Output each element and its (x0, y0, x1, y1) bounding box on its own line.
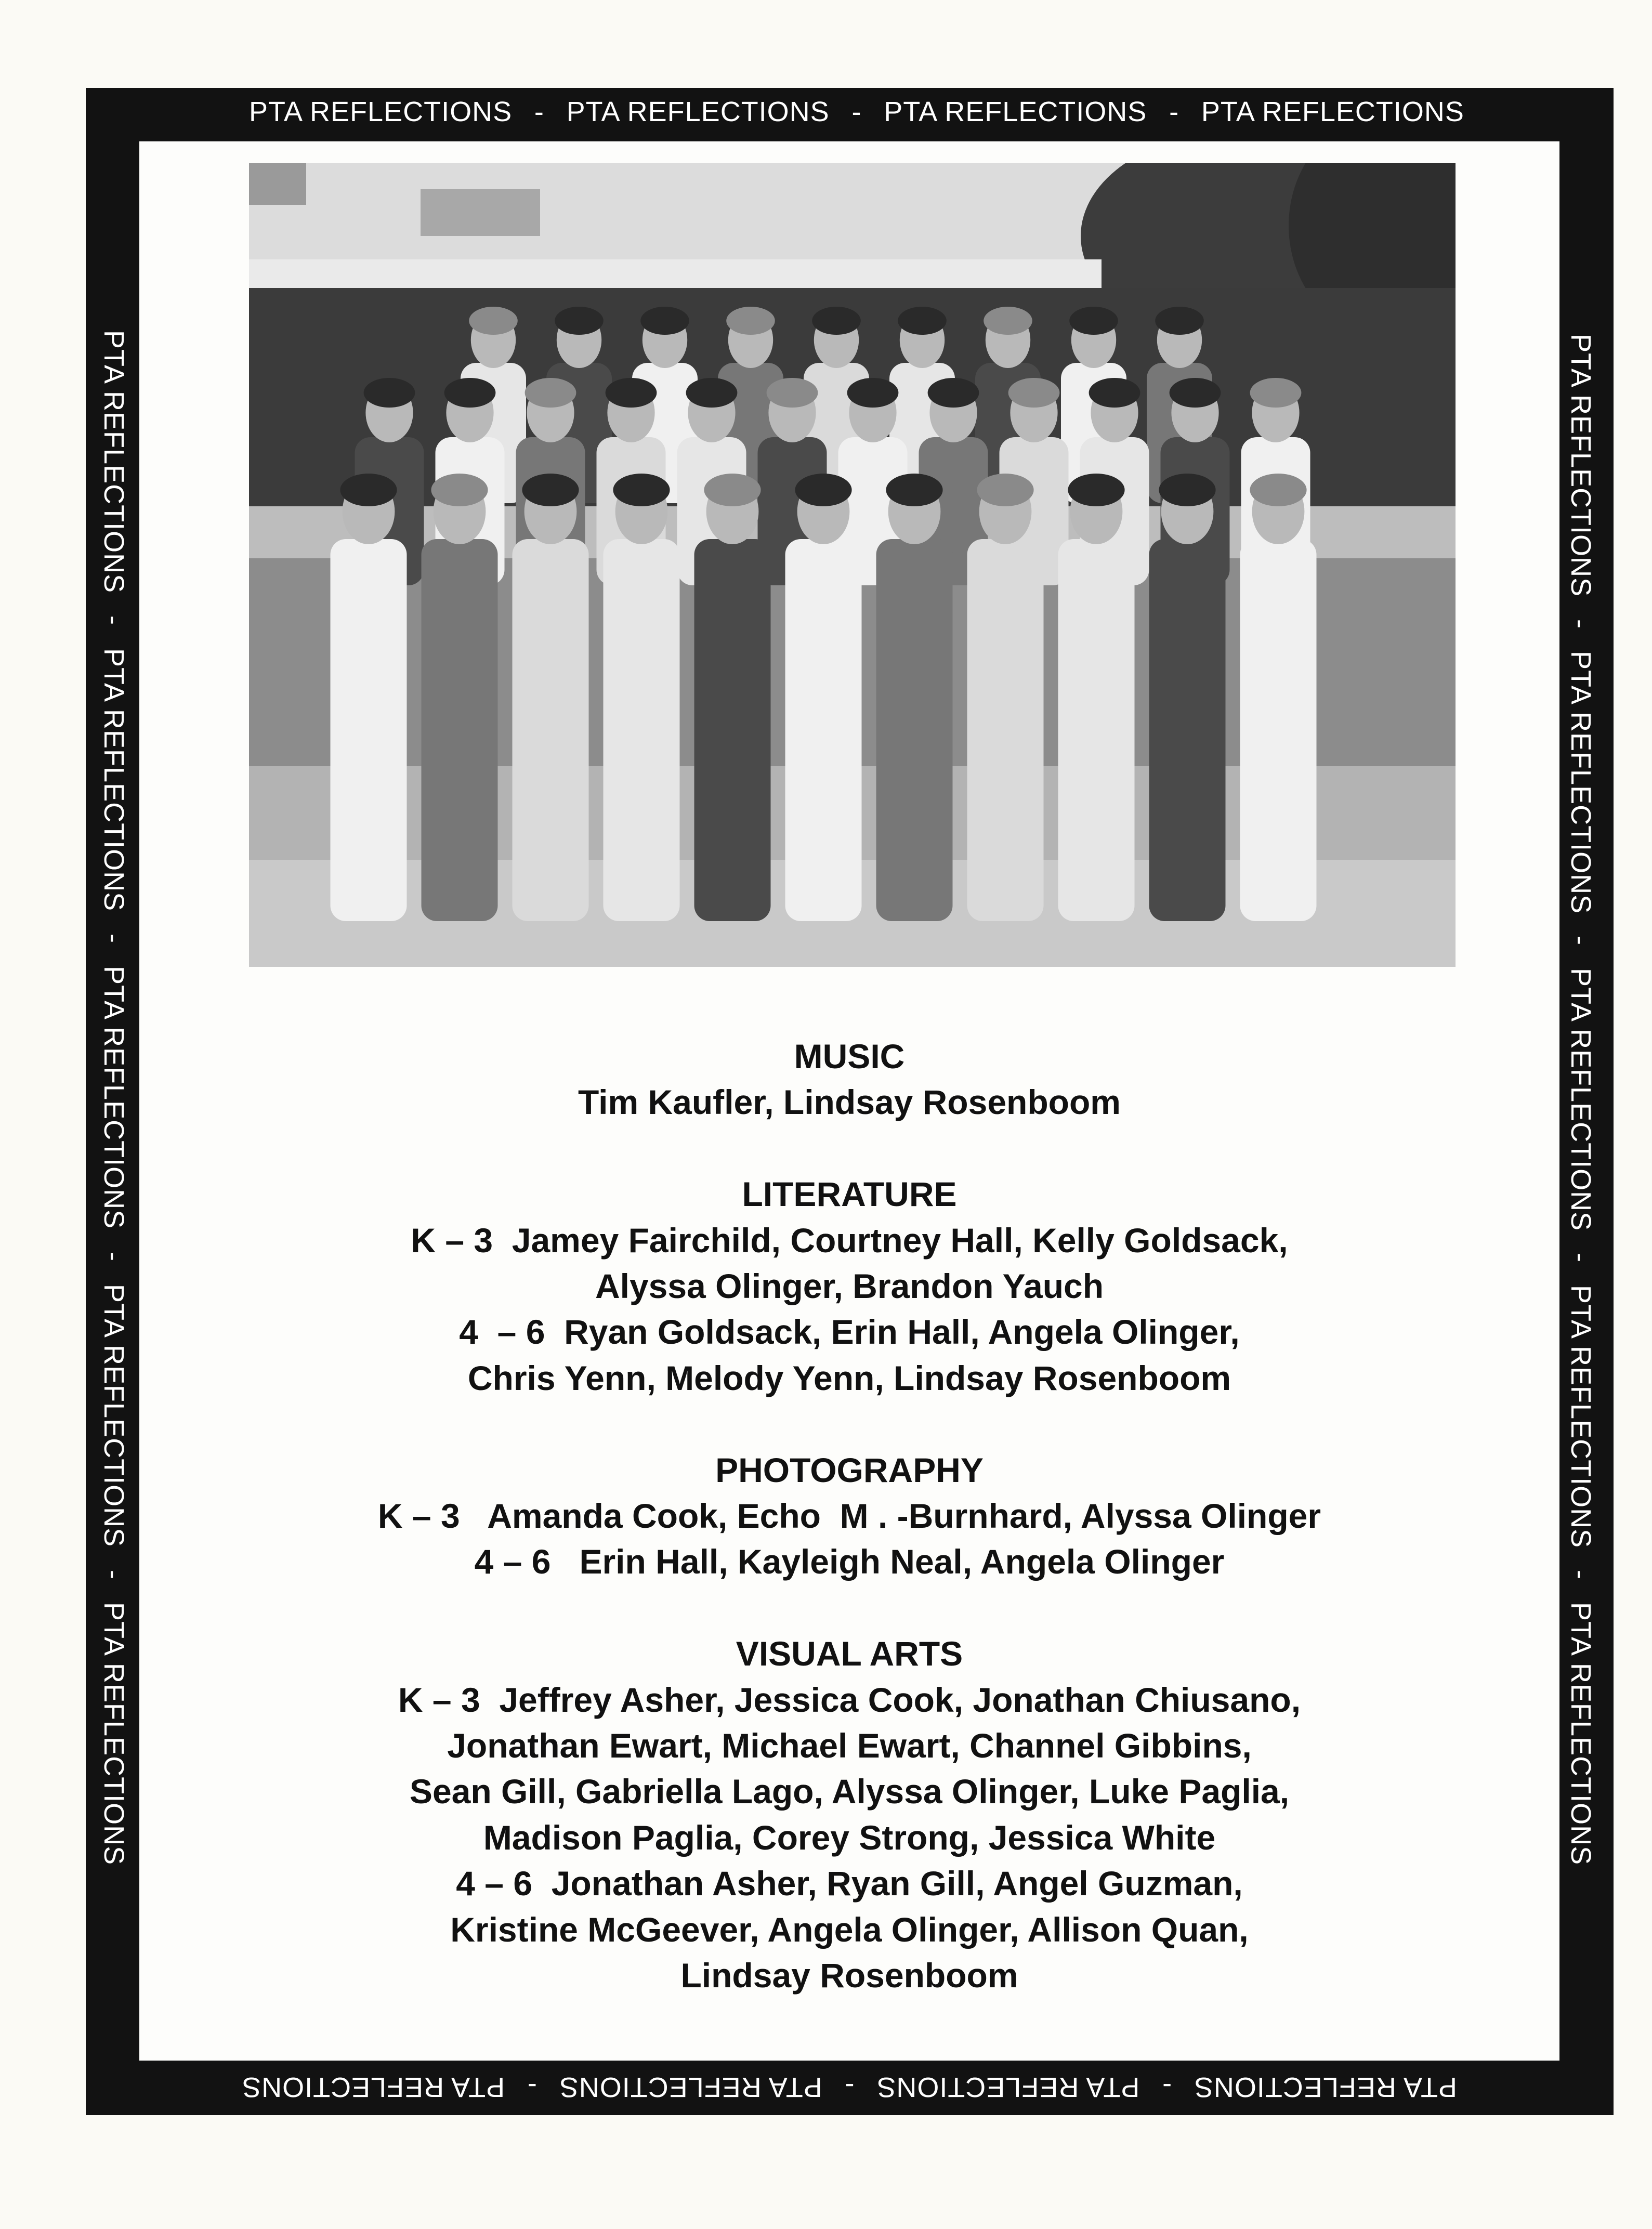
winners-list (139, 1033, 1559, 1998)
child-figure (1149, 539, 1226, 921)
banner-separator: - (1565, 1253, 1596, 1263)
winner-line: 4 – 6 Jonathan Asher, Ryan Gill, Angel Guzman, (456, 1864, 1243, 1903)
child-figure (513, 539, 589, 921)
winner-line: Lindsay Rosenboom (680, 1956, 1018, 1995)
right-banner (1563, 334, 1599, 1865)
banner-text: PTA REFLECTIONS (98, 1602, 129, 1865)
child-hair (1068, 474, 1124, 506)
child-figure (1240, 539, 1317, 921)
banner-text: PTA REFLECTIONS (566, 96, 830, 127)
banner-text: PTA REFLECTIONS (1565, 967, 1596, 1231)
banner-text: PTA REFLECTIONS (1565, 1602, 1596, 1865)
child-hair (1250, 474, 1306, 506)
banner-separator: - (1162, 2071, 1172, 2103)
child-hair (795, 474, 851, 506)
banner-separator: - (1565, 619, 1596, 629)
child-hair (928, 378, 979, 408)
winner-line: Kristine McGeever, Angela Olinger, Allison Quan, (450, 1910, 1249, 1949)
winner-line: 4 – 6 Ryan Goldsack, Erin Hall, Angela Olinger, (459, 1313, 1240, 1352)
banner-text: PTA REFLECTIONS (98, 1284, 129, 1548)
winner-line: Jonathan Ewart, Michael Ewart, Channel Gibbins, (447, 1726, 1252, 1765)
banner-separator: - (98, 1251, 129, 1262)
banner-text: PTA REFLECTIONS (242, 2071, 505, 2103)
banner-text: PTA REFLECTIONS (1201, 96, 1464, 127)
banner-text: PTA REFLECTIONS (884, 96, 1147, 127)
child-figure (1058, 539, 1135, 921)
winner-line: K – 3 Jeffrey Asher, Jessica Cook, Jonathan Chiusano, (398, 1680, 1301, 1719)
banner-text: PTA REFLECTIONS (98, 648, 129, 911)
child-hair (847, 378, 899, 408)
winner-line: 4 – 6 Erin Hall, Kayleigh Neal, Angela Olinger (474, 1542, 1225, 1581)
winner-line: Madison Paglia, Corey Strong, Jessica White (483, 1818, 1216, 1857)
winner-line: Alyssa Olinger, Brandon Yauch (595, 1267, 1104, 1306)
ac-unit (249, 163, 306, 205)
banner-text: PTA REFLECTIONS (1565, 650, 1596, 914)
child-hair (767, 378, 818, 408)
banner-separator: - (98, 1569, 129, 1580)
banner-separator: - (1565, 936, 1596, 946)
child-figure (331, 539, 407, 921)
banner-text: PTA REFLECTIONS (1565, 334, 1596, 597)
child-figure (967, 539, 1044, 921)
child-hair (364, 378, 415, 408)
winner-line: Chris Yenn, Melody Yenn, Lindsay Rosenboom (467, 1358, 1231, 1397)
child-hair (686, 378, 738, 408)
group-photo-illustration (249, 163, 1456, 967)
child-hair (522, 474, 579, 506)
child-hair (444, 378, 496, 408)
child-hair (984, 307, 1032, 335)
child-hair (1069, 307, 1118, 335)
child-hair (704, 474, 761, 506)
child-figure (694, 539, 771, 921)
child-figure (785, 539, 862, 921)
child-hair (1250, 378, 1302, 408)
banner-text: PTA REFLECTIONS (559, 2071, 822, 2103)
winner-line: K – 3 Amanda Cook, Echo M . -Burnhard, Alyssa Olinger (377, 1497, 1321, 1536)
child-hair (812, 307, 861, 335)
group-photo (249, 163, 1456, 967)
section-heading-visual-arts: VISUAL ARTS (736, 1634, 963, 1673)
winner-line: Sean Gill, Gabriella Lago, Alyssa Olinger, Luke Paglia, (409, 1772, 1290, 1811)
child-hair (606, 378, 657, 408)
ac-unit (421, 189, 540, 236)
section-heading-photography: PHOTOGRAPHY (715, 1450, 984, 1489)
child-hair (469, 307, 518, 335)
banner-separator: - (1565, 1570, 1596, 1580)
banner-separator: - (98, 615, 129, 626)
child-hair (613, 474, 670, 506)
banner-separator: - (844, 2071, 855, 2103)
banner-text: PTA REFLECTIONS (249, 96, 513, 127)
child-hair (1170, 378, 1221, 408)
child-hair (1159, 474, 1215, 506)
child-hair (640, 307, 689, 335)
child-figure (422, 539, 498, 921)
winner-line: K – 3 Jamey Fairchild, Courtney Hall, Kelly Goldsack, (411, 1221, 1288, 1260)
child-hair (555, 307, 604, 335)
child-hair (1008, 378, 1060, 408)
banner-separator: - (98, 934, 129, 944)
winner-line: Tim Kaufler, Lindsay Rosenboom (578, 1083, 1121, 1122)
child-figure (876, 539, 953, 921)
banner-separator: - (1169, 96, 1179, 127)
child-hair (1089, 378, 1140, 408)
banner-separator: - (534, 96, 544, 127)
banner-separator: - (527, 2071, 537, 2103)
child-figure (604, 539, 680, 921)
child-hair (886, 474, 942, 506)
child-hair (525, 378, 576, 408)
child-hair (431, 474, 488, 506)
child-hair (898, 307, 947, 335)
banner-text: PTA REFLECTIONS (1194, 2071, 1457, 2103)
banner-separator: - (851, 96, 862, 127)
roof-fascia (249, 259, 1102, 288)
banner-text: PTA REFLECTIONS (98, 330, 129, 594)
child-hair (726, 307, 775, 335)
left-banner (96, 330, 132, 1865)
banner-text: PTA REFLECTIONS (1565, 1284, 1596, 1548)
section-heading-music: MUSIC (794, 1037, 905, 1076)
banner-text: PTA REFLECTIONS (98, 966, 129, 1229)
bottom-banner (242, 2069, 1457, 2105)
child-hair (1155, 307, 1204, 335)
child-hair (977, 474, 1033, 506)
banner-text: PTA REFLECTIONS (876, 2071, 1140, 2103)
section-heading-literature: LITERATURE (742, 1175, 957, 1214)
top-banner (249, 94, 1464, 130)
child-hair (340, 474, 397, 506)
